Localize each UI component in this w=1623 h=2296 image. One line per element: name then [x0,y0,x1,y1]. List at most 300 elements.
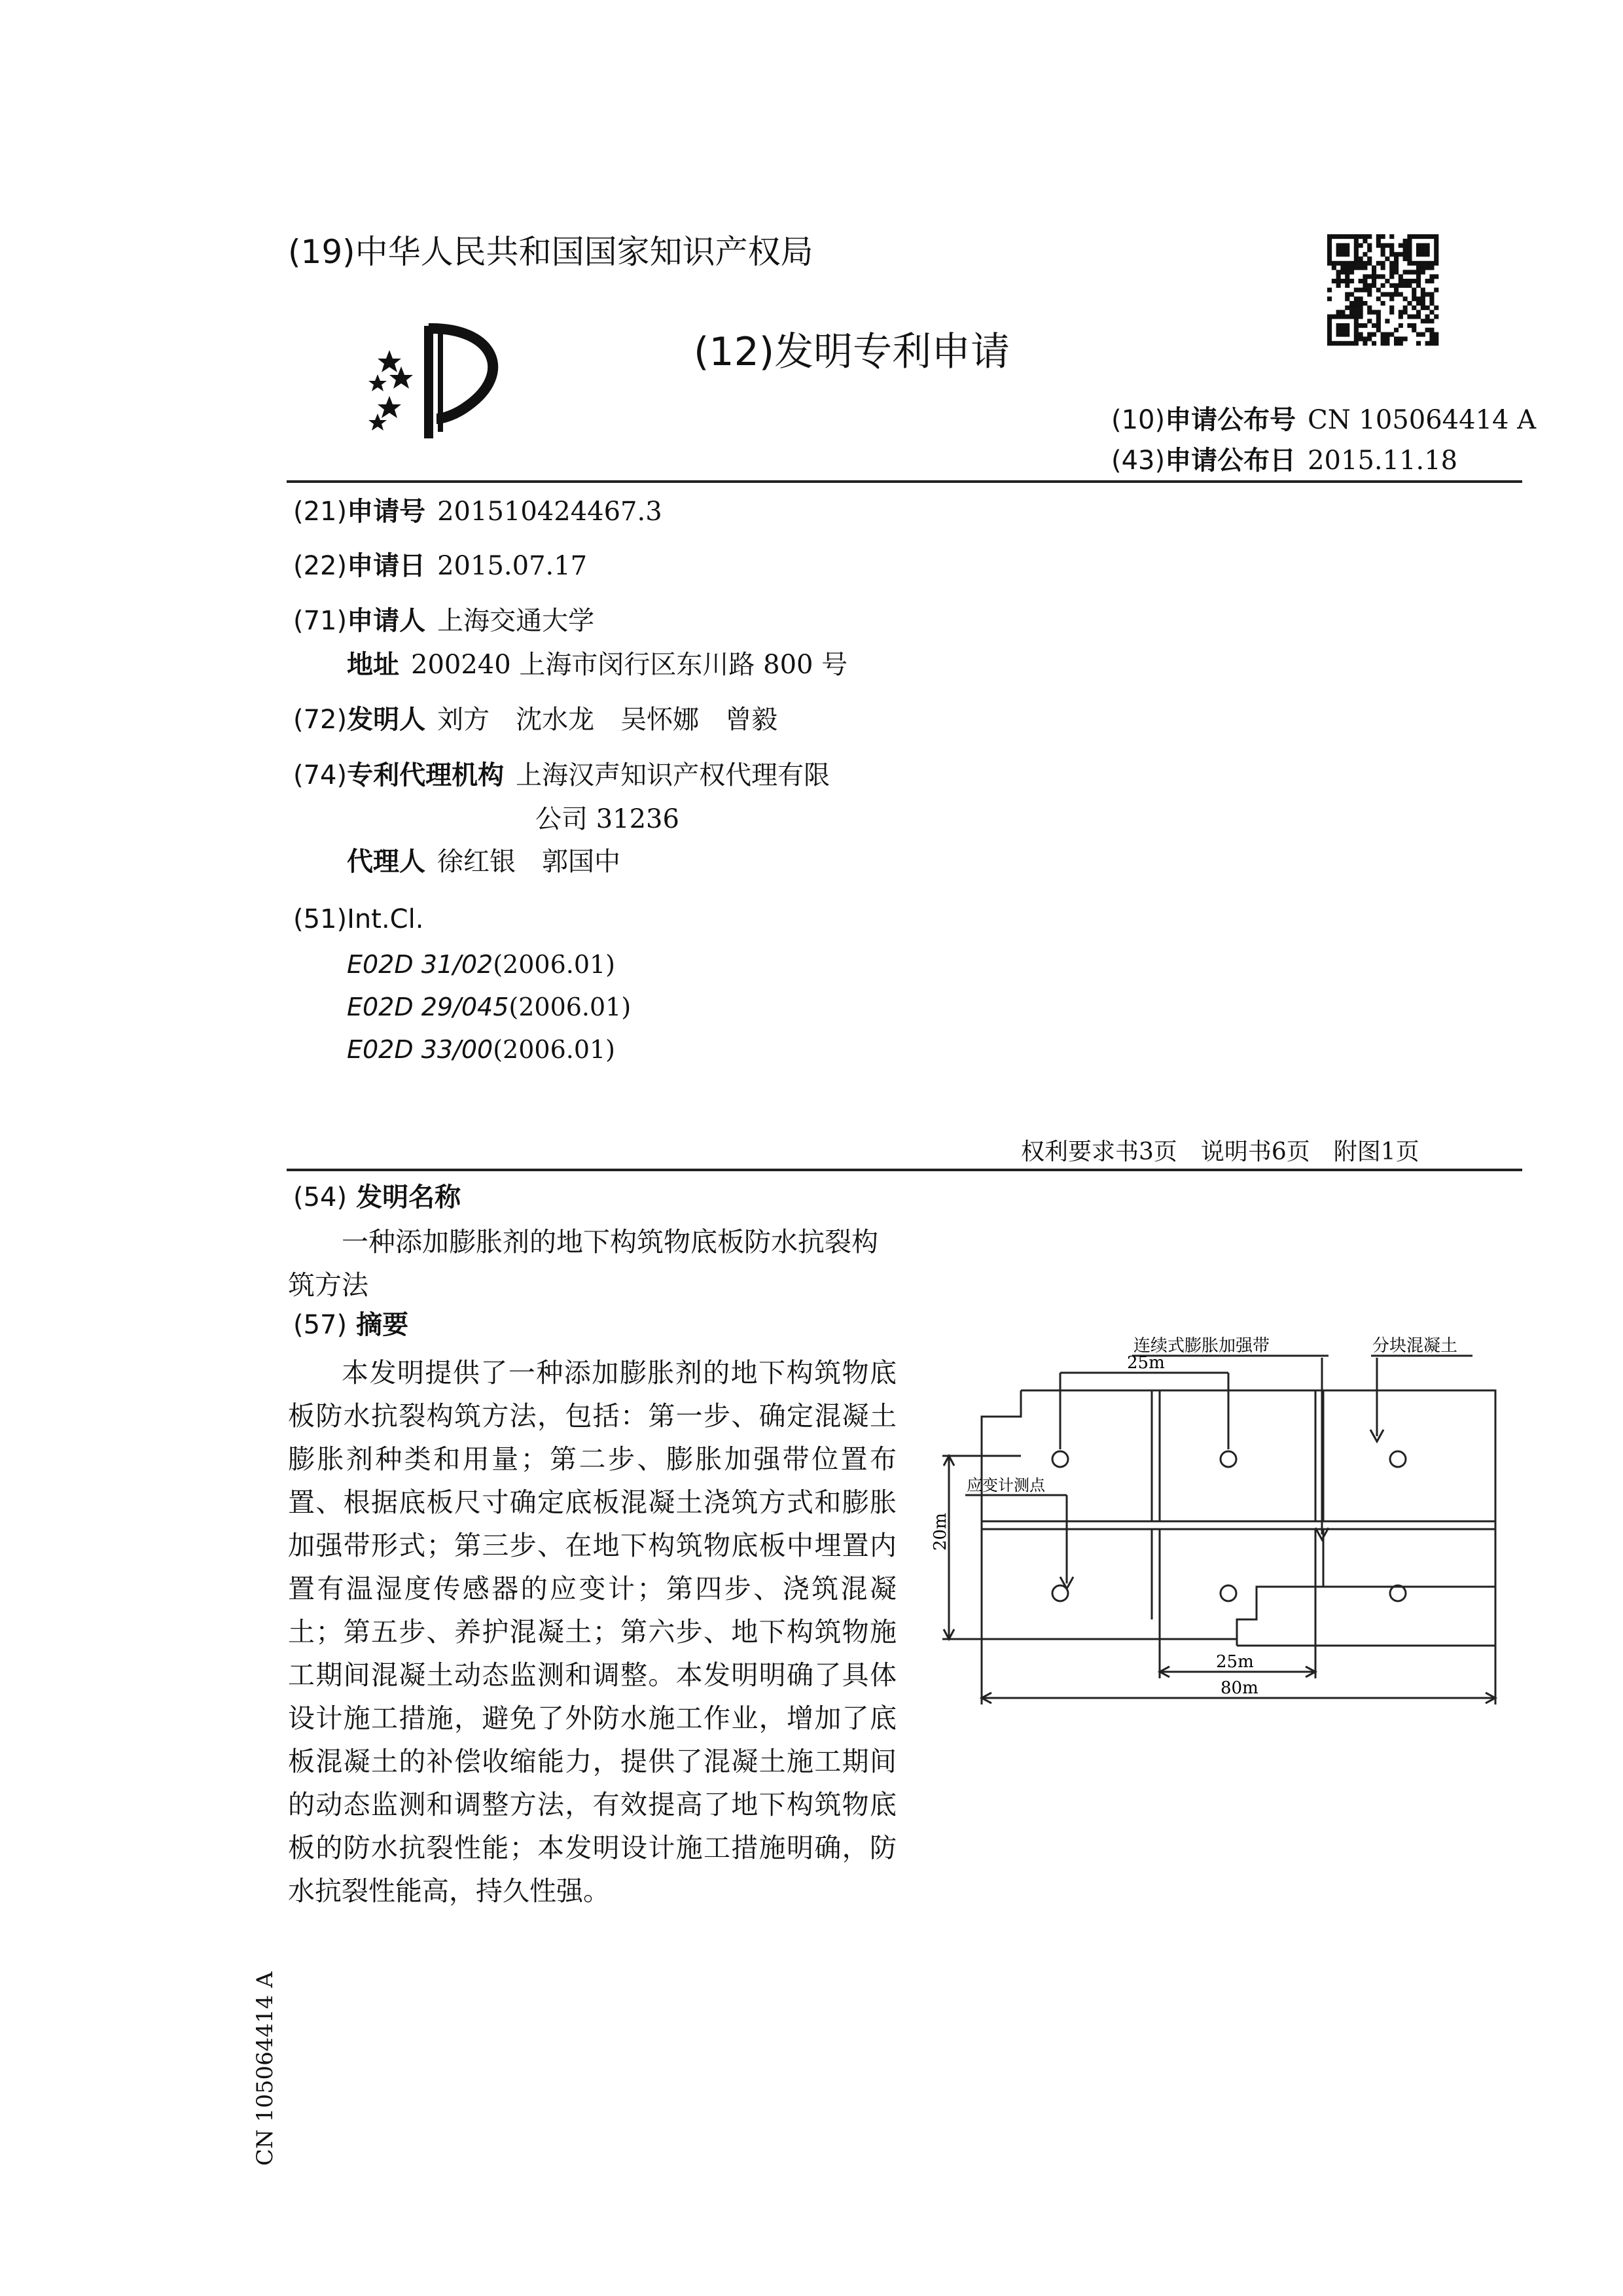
qr-module [1363,283,1367,288]
label-band: 连续式膨胀加强带 [1133,1336,1270,1356]
qr-module [1376,288,1381,292]
qr-module [1381,301,1385,306]
agency-label: 专利代理机构 [347,760,505,790]
qr-module [1403,247,1408,252]
qr-module [1340,279,1345,283]
qr-module [1372,323,1376,328]
qr-module [1349,234,1354,239]
qr-module [1354,256,1359,261]
qr-module [1412,288,1416,292]
qr-module [1412,323,1416,328]
qr-module [1336,252,1341,256]
qr-module [1372,341,1376,345]
qr-module [1407,323,1412,328]
qr-module [1354,301,1359,306]
qr-module [1336,323,1341,328]
qr-module [1381,266,1385,270]
app-no: 201510424467.3 [437,497,662,527]
qr-module [1434,341,1438,345]
address-line [347,652,847,678]
qr-module [1359,336,1363,341]
qr-module [1349,341,1354,345]
qr-module [1429,261,1434,266]
qr-module [1354,261,1359,266]
qr-module [1345,274,1349,279]
qr-module [1376,319,1381,323]
qr-module [1354,319,1359,323]
qr-module [1381,243,1385,248]
qr-module [1367,256,1372,261]
qr-module [1327,234,1332,239]
qr-module [1345,261,1349,266]
qr-module [1336,283,1341,288]
qr-module [1385,256,1389,261]
qr-module [1340,310,1345,315]
qr-module [1332,279,1336,283]
qr-module [1354,247,1359,252]
qr-module [1372,274,1376,279]
qr-module [1399,341,1403,345]
qr-module [1429,266,1434,270]
qr-module [1354,296,1359,301]
qr-module [1434,288,1438,292]
qr-module [1403,252,1408,256]
qr-module [1376,234,1381,239]
qr-module [1372,283,1376,288]
doc-type-header [694,321,1010,377]
qr-module [1407,279,1412,283]
qr-module [1367,247,1372,252]
qr-module [1412,270,1416,274]
qr-module [1345,323,1349,328]
address-label: 地址 [347,650,399,680]
qr-module [1434,336,1438,341]
qr-module [1381,283,1385,288]
qr-module [1336,243,1341,248]
ipc-version: (2006.01) [493,950,616,979]
qr-module [1367,283,1372,288]
qr-module [1327,314,1332,319]
qr-module [1434,252,1438,256]
qr-module [1385,341,1389,345]
qr-module [1381,261,1385,266]
qr-module [1340,261,1345,266]
qr-module [1376,314,1381,319]
qr-module [1354,310,1359,315]
qr-module [1403,256,1408,261]
qr-module [1345,252,1349,256]
qr-module [1372,279,1376,283]
qr-module [1327,328,1332,332]
qr-module [1416,234,1421,239]
qr-module [1345,306,1349,310]
qr-module [1363,323,1367,328]
dim-height: 20m [931,1513,950,1551]
qr-module [1336,247,1341,252]
qr-module [1376,323,1381,328]
qr-module [1399,336,1403,341]
qr-module [1416,266,1421,270]
qr-module [1381,252,1385,256]
qr-module [1429,319,1434,323]
qr-module [1434,306,1438,310]
qr-module [1394,336,1399,341]
qr-module [1403,243,1408,248]
gauge-point [1052,1451,1068,1467]
qr-module [1345,296,1349,301]
pub-no-label: 申请公布号 [1165,405,1296,435]
qr-module [1421,332,1425,337]
qr-module [1376,328,1381,332]
label-block: 分块混凝土 [1372,1336,1458,1356]
agent-label: 代理人 [347,847,425,877]
qr-module [1359,256,1363,261]
abstract-figure [931,1332,1538,1750]
qr-module [1389,266,1394,270]
qr-module [1403,336,1408,341]
qr-module [1429,341,1434,345]
gauge-point [1390,1585,1406,1601]
qr-module [1429,328,1434,332]
qr-module [1363,279,1367,283]
int-cl-code: (51) [293,904,348,934]
office-code: (19) [288,233,355,271]
qr-module [1354,328,1359,332]
qr-module [1434,256,1438,261]
qr-module [1425,252,1430,256]
qr-module [1407,256,1412,261]
qr-module [1345,332,1349,337]
qr-module [1345,270,1349,274]
qr-module [1345,234,1349,239]
qr-module [1340,341,1345,345]
qr-module [1336,328,1341,332]
qr-module [1359,288,1363,292]
qr-module [1376,274,1381,279]
qr-module [1434,239,1438,243]
qr-module [1340,323,1345,328]
qr-module [1363,252,1367,256]
qr-module [1394,270,1399,274]
label-gauge: 应变计测点 [967,1476,1045,1494]
qr-module [1407,252,1412,256]
qr-module [1434,234,1438,239]
qr-module [1363,301,1367,306]
qr-module [1429,332,1434,337]
qr-module [1340,332,1345,337]
qr-module [1425,247,1430,252]
ipc-class: E02D 33/00 [347,1035,493,1064]
qr-module [1345,328,1349,332]
qr-module [1354,306,1359,310]
ipc-version: (2006.01) [508,993,632,1021]
qr-module [1349,301,1354,306]
qr-module [1349,306,1354,310]
qr-module [1345,279,1349,283]
qr-module [1403,239,1408,243]
qr-module [1336,270,1341,274]
qr-module [1394,341,1399,345]
gauge-point [1390,1451,1406,1467]
qr-module [1376,261,1381,266]
qr-module [1421,306,1425,310]
qr-module [1354,243,1359,248]
qr-module [1407,239,1412,243]
qr-module [1327,319,1332,323]
qr-module [1367,274,1372,279]
abstract-heading [293,1312,408,1338]
qr-module [1372,266,1376,270]
qr-module [1407,283,1412,288]
qr-module [1421,319,1425,323]
qr-module [1416,296,1421,301]
qr-module [1429,310,1434,315]
qr-module [1359,243,1363,248]
qr-module [1421,292,1425,296]
qr-module [1381,247,1385,252]
qr-module [1407,314,1412,319]
agency-code: (74) [293,760,348,790]
agency-line1: 上海汉声知识产权代理有限 [516,760,830,790]
qr-module [1421,234,1425,239]
qr-module [1394,261,1399,266]
qr-module [1412,292,1416,296]
qr-module [1385,279,1389,283]
slab-outline [982,1390,1495,1646]
pub-no-code: (10) [1111,405,1166,435]
qr-module [1425,328,1430,332]
qr-module [1389,252,1394,256]
qr-module [1389,234,1394,239]
qr-module [1354,288,1359,292]
ipc-entry [347,1035,615,1064]
qr-code [1327,234,1438,345]
qr-module [1429,274,1434,279]
qr-module [1434,243,1438,248]
qr-module [1327,296,1332,301]
app-date-label: 申请日 [347,551,426,581]
qr-module [1416,279,1421,283]
qr-module [1416,332,1421,337]
agency-line [293,762,830,788]
qr-module [1394,266,1399,270]
address: 200240 上海市闵行区东川路 800 号 [411,650,848,680]
qr-module [1332,234,1336,239]
qr-module [1412,314,1416,319]
app-date: 2015.07.17 [437,551,588,581]
qr-module [1354,266,1359,270]
qr-module [1416,247,1421,252]
qr-module [1354,252,1359,256]
qr-module [1336,261,1341,266]
qr-module [1425,279,1430,283]
qr-module [1345,266,1349,270]
qr-module [1385,319,1389,323]
qr-module [1327,341,1332,345]
qr-module [1327,288,1332,292]
qr-module [1372,270,1376,274]
qr-module [1363,266,1367,270]
qr-module [1354,323,1359,328]
qr-module [1345,341,1349,345]
qr-module [1376,239,1381,243]
qr-module [1363,239,1367,243]
qr-module [1389,310,1394,315]
app-date-code: (22) [293,551,348,581]
qr-module [1416,243,1421,248]
ipc-entry [347,950,615,979]
qr-module [1336,332,1341,337]
qr-module [1399,274,1403,279]
app-date-line [293,553,587,579]
qr-module [1381,274,1385,279]
qr-module [1421,296,1425,301]
qr-module [1332,266,1336,270]
qr-module [1421,247,1425,252]
section-divider [287,1169,1522,1171]
qr-module [1349,314,1354,319]
qr-module [1399,314,1403,319]
qr-module [1389,306,1394,310]
qr-module [1434,261,1438,266]
qr-module [1354,314,1359,319]
inventors: 刘方 沈水龙 吴怀娜 曾毅 [437,705,778,735]
qr-module [1412,296,1416,301]
qr-module [1340,314,1345,319]
qr-module [1359,234,1363,239]
dim-top: 25m [1127,1353,1165,1373]
qr-module [1429,301,1434,306]
qr-module [1367,332,1372,337]
qr-module [1416,252,1421,256]
qr-module [1381,234,1385,239]
qr-module [1381,292,1385,296]
qr-module [1399,283,1403,288]
qr-module [1407,243,1412,248]
cnipa-emblem-icon [363,321,514,442]
dim-bottom: 25m [1216,1652,1254,1672]
qr-module [1367,319,1372,323]
qr-module [1389,247,1394,252]
int-cl-label: Int.Cl. [347,904,424,934]
qr-module [1359,266,1363,270]
app-no-code: (21) [293,497,348,527]
qr-module [1363,336,1367,341]
qr-module [1394,328,1399,332]
qr-module [1332,314,1336,319]
agent: 徐红银 郭国中 [437,847,620,877]
qr-module [1416,301,1421,306]
app-number-line [293,499,662,525]
applicant-label: 申请人 [347,606,426,636]
qr-module [1407,261,1412,266]
qr-module [1354,239,1359,243]
qr-module [1425,341,1430,345]
qr-module [1389,292,1394,296]
qr-module [1385,243,1389,248]
pub-date: 2015.11.18 [1308,446,1458,476]
qr-module [1340,247,1345,252]
qr-module [1429,336,1434,341]
qr-module [1327,239,1332,243]
app-no-label: 申请号 [347,497,426,527]
qr-module [1429,296,1434,301]
qr-module [1425,261,1430,266]
qr-module [1389,283,1394,288]
qr-module [1354,341,1359,345]
qr-module [1421,288,1425,292]
qr-module [1403,306,1408,310]
inventors-code: (72) [293,705,348,735]
qr-module [1399,252,1403,256]
qr-module [1359,279,1363,283]
qr-module [1389,270,1394,274]
int-cl-line [293,906,423,932]
qr-module [1407,270,1412,274]
qr-module [1403,270,1408,274]
qr-module [1425,314,1430,319]
qr-module [1412,279,1416,283]
qr-module [1389,296,1394,301]
qr-module [1349,261,1354,266]
qr-module [1372,310,1376,315]
qr-module [1421,252,1425,256]
title-label: 发明名称 [356,1182,461,1212]
qr-module [1425,306,1430,310]
ipc-class: E02D 29/045 [347,993,509,1021]
qr-module [1394,288,1399,292]
qr-module [1336,234,1341,239]
qr-module [1416,270,1421,274]
qr-module [1340,266,1345,270]
qr-module [1421,301,1425,306]
qr-module [1336,274,1341,279]
qr-module [1363,274,1367,279]
qr-module [1349,270,1354,274]
header-divider [287,480,1522,483]
qr-module [1345,314,1349,319]
qr-module [1421,270,1425,274]
qr-module [1412,328,1416,332]
qr-module [1385,336,1389,341]
qr-module [1394,252,1399,256]
qr-module [1367,234,1372,239]
qr-module [1385,332,1389,337]
qr-module [1416,274,1421,279]
dim-total: 80m [1221,1678,1258,1698]
qr-module [1359,261,1363,266]
qr-module [1345,283,1349,288]
qr-module [1327,243,1332,248]
qr-module [1327,256,1332,261]
qr-module [1372,332,1376,337]
applicant-code: (71) [293,606,348,636]
qr-module [1389,332,1394,337]
qr-module [1367,288,1372,292]
qr-module [1340,270,1345,274]
pub-no: CN 105064414 A [1308,405,1537,435]
qr-module [1340,243,1345,248]
qr-module [1429,234,1434,239]
qr-module [1403,279,1408,283]
qr-module [1359,323,1363,328]
qr-module [1403,296,1408,301]
title-heading [293,1184,461,1210]
qr-module [1340,252,1345,256]
ipc-class: E02D 31/02 [347,950,493,979]
qr-module [1376,310,1381,315]
qr-module [1336,341,1341,345]
